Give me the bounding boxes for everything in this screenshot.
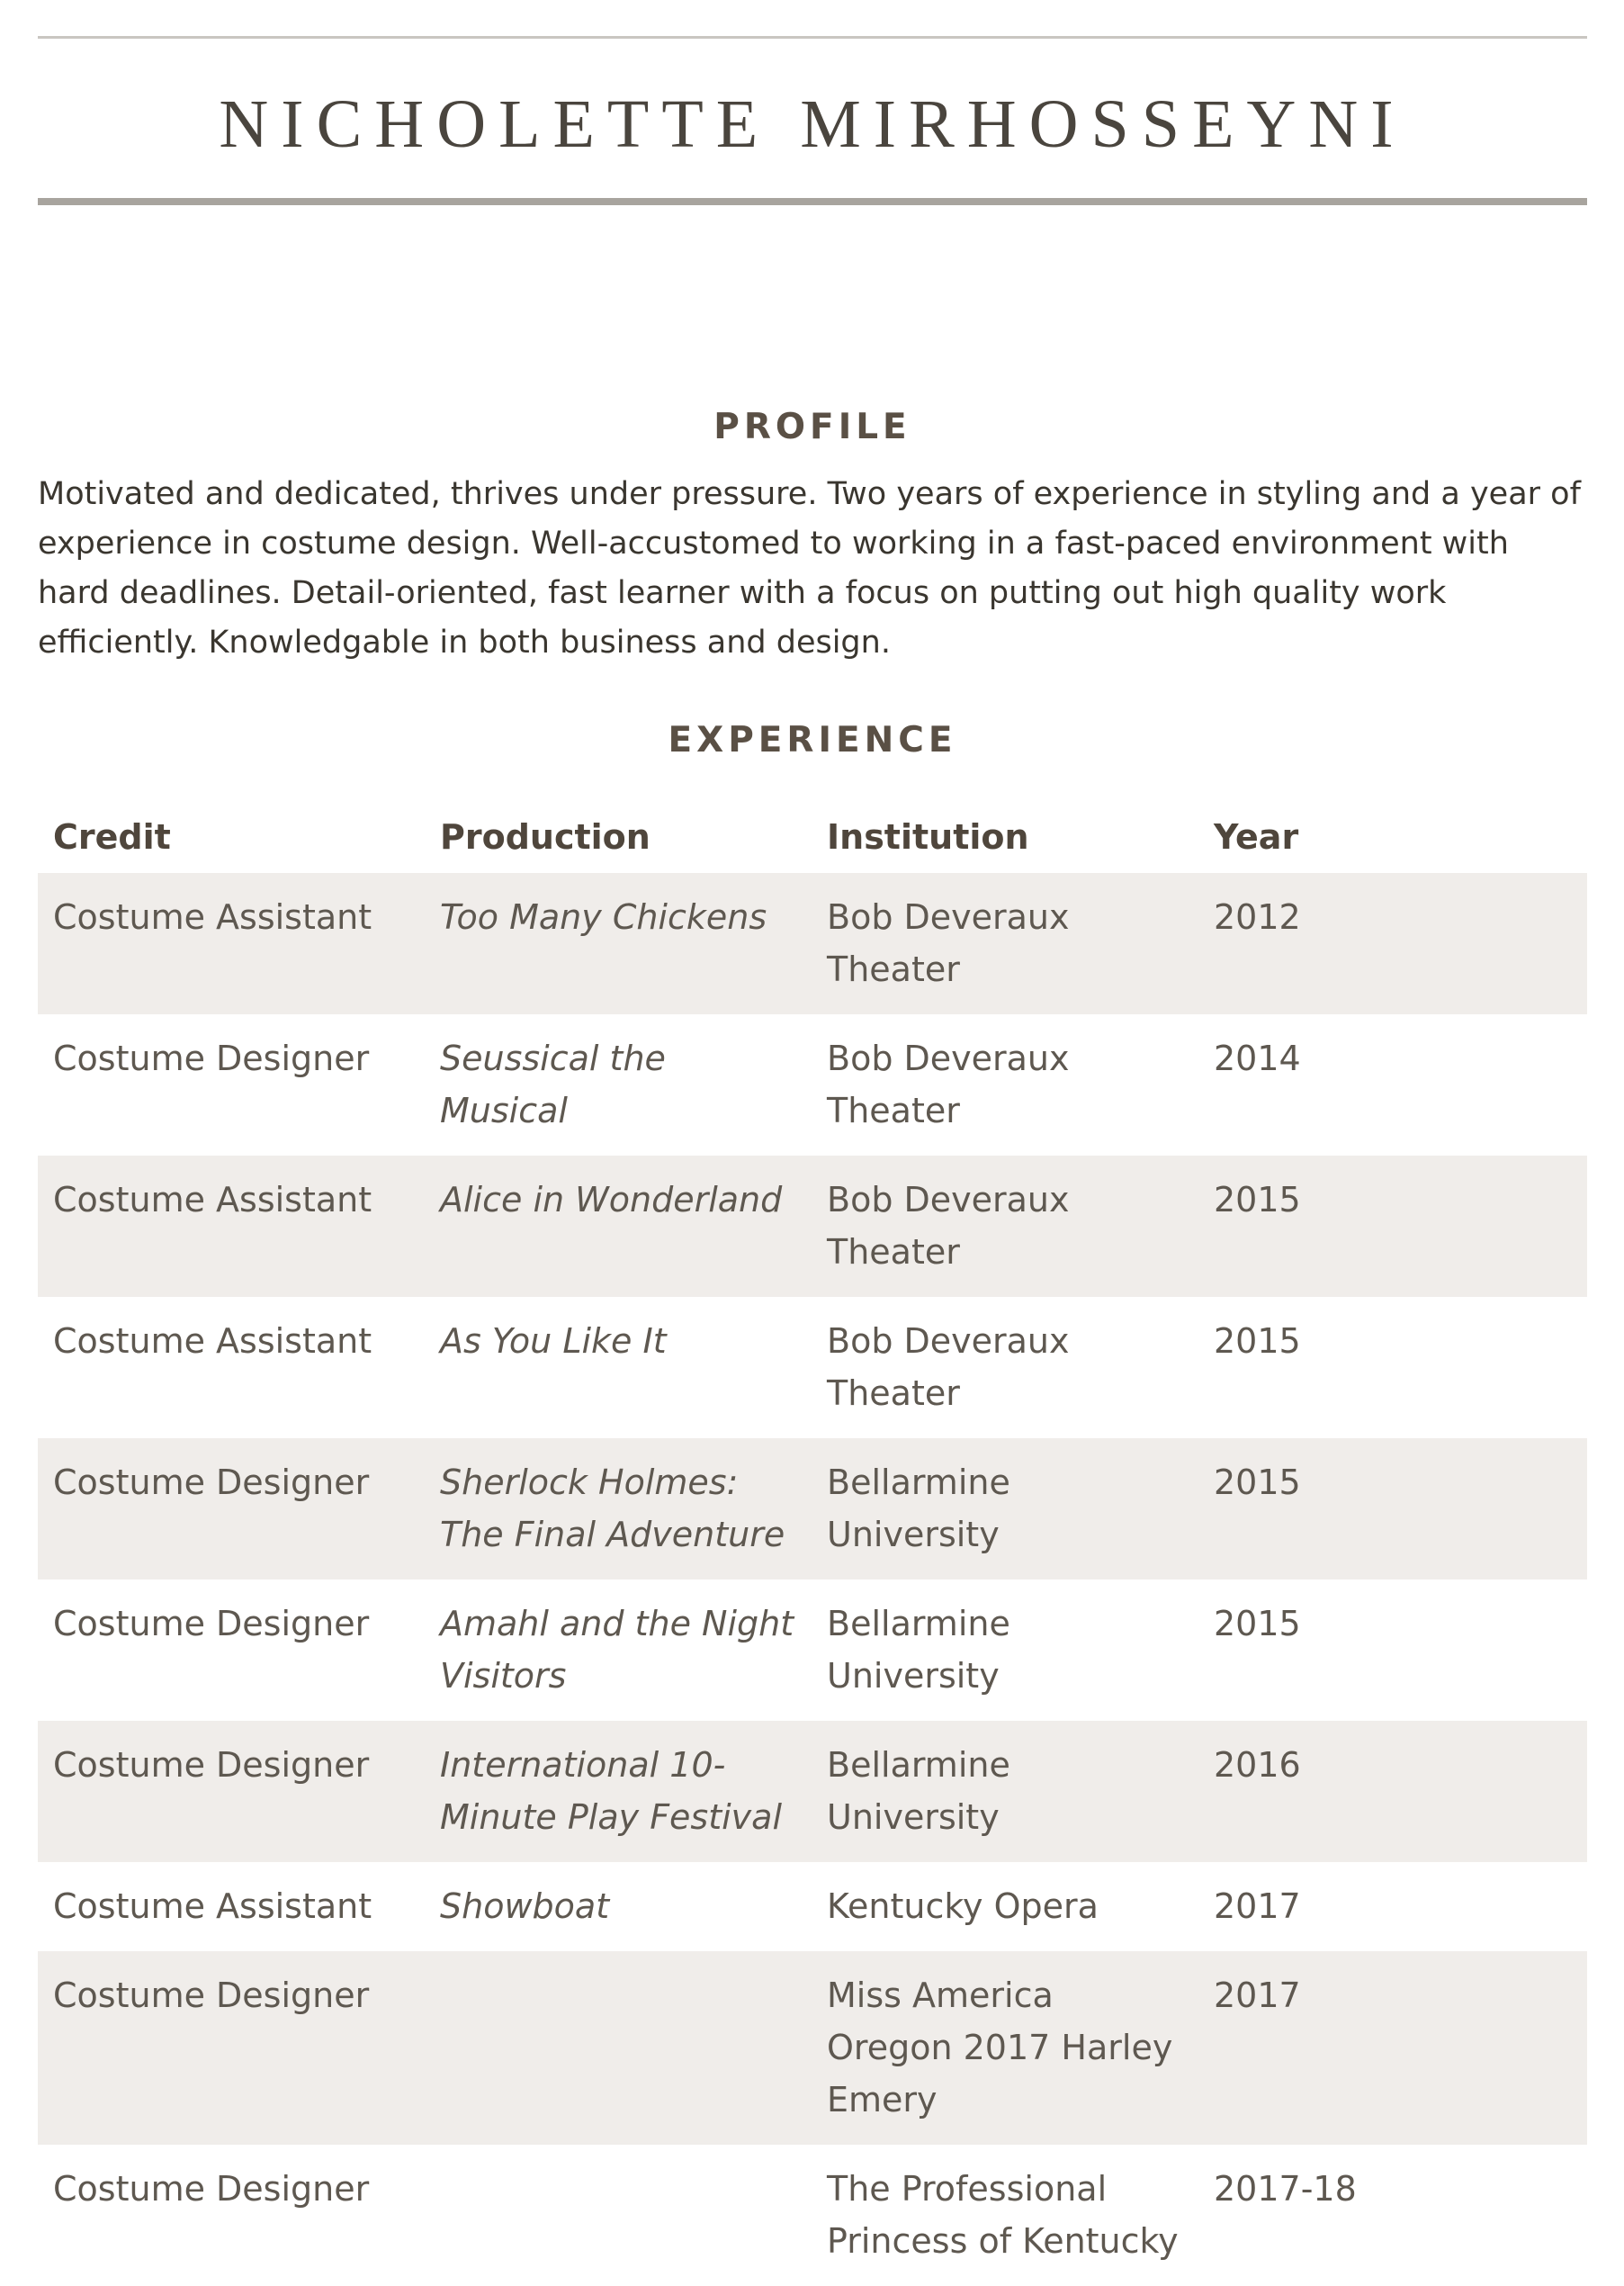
cell-institution: Miss America Oregon 2017 Harley Emery (812, 1951, 1198, 2145)
cell-production: Showboat (440, 1886, 610, 1926)
table-row (38, 1438, 1587, 1580)
cell-credit: Costume Designer (53, 2169, 370, 2209)
table-row (38, 1297, 1587, 1438)
cell-year: 2015 (1214, 1321, 1301, 1361)
cell-year: 2016 (1198, 1721, 1587, 1862)
cell-year: 2017-18 (1214, 2169, 1357, 2209)
cell-credit: Costume Designer (53, 1039, 370, 1078)
cell-institution: Bob Deveraux Theater (827, 1039, 1070, 1130)
column-header-year: Year (1214, 817, 1299, 857)
cell-production: As You Like It (440, 1321, 667, 1361)
page-title: NICHOLETTE MIRHOSSEYNI (219, 86, 1406, 162)
cell-credit: Costume Designer (38, 1951, 425, 2145)
table-row (38, 1721, 1587, 1862)
table-row (38, 1862, 1587, 1951)
cell-institution: Bellarmine University (812, 1721, 1198, 1862)
header-divider (38, 198, 1587, 205)
table-row (38, 1951, 1587, 2145)
experience-heading: EXPERIENCE (668, 720, 957, 760)
cell-credit: Costume Assistant (38, 873, 425, 1014)
cell-credit: Costume Assistant (53, 1886, 372, 1926)
cell-year: 2015 (1198, 1438, 1587, 1580)
cell-production: International 10-Minute Play Festival (425, 1721, 812, 1862)
cell-year: 2014 (1214, 1039, 1301, 1078)
column-header-institution: Institution (827, 817, 1029, 857)
cell-production: Sherlock Holmes: The Final Adventure (425, 1438, 812, 1580)
cell-year: 2015 (1214, 1604, 1301, 1643)
cell-institution: Kentucky Opera (827, 1886, 1099, 1926)
profile-text: Motivated and dedicated, thrives under pressure. Two years of experience in styling and a year of experience in costume design. Well-accustomed to working in a fast-paced environment with hard deadlines. Detail-oriented, fast learner with a focus on putting out high quality work efficiently. Knowledgable in both business and design. (38, 476, 1581, 661)
cell-year: 2017 (1214, 1886, 1301, 1926)
table-row (38, 1580, 1587, 1721)
cell-institution: Bob Deveraux Theater (812, 873, 1198, 1014)
table-row (38, 2145, 1587, 2286)
cell-production: Seussical the Musical (440, 1039, 666, 1130)
cell-institution: Bellarmine University (827, 1604, 1010, 1696)
cell-credit: Costume Assistant (38, 1156, 425, 1297)
table-row (38, 1156, 1587, 1297)
cell-credit: Costume Designer (38, 1721, 425, 1862)
cell-institution: Bob Deveraux Theater (812, 1156, 1198, 1297)
top-divider (38, 36, 1587, 39)
cell-credit: Costume Assistant (53, 1321, 372, 1361)
cell-production (425, 2145, 812, 2286)
profile-heading: PROFILE (713, 407, 911, 447)
cell-year: 2015 (1198, 1156, 1587, 1297)
cell-year: 2012 (1198, 873, 1587, 1014)
cell-production: Alice in Wonderland (425, 1156, 812, 1297)
column-header-credit: Credit (53, 817, 171, 857)
cell-institution: Bob Deveraux Theater (827, 1321, 1070, 1413)
cell-production: Amahl and the Night Visitors (440, 1604, 794, 1696)
table-header-row (38, 801, 1587, 873)
column-header-production: Production (440, 817, 650, 857)
table-row (38, 873, 1587, 1014)
cell-production: Too Many Chickens (425, 873, 812, 1014)
cell-institution: The Professional Princess of Kentucky (827, 2169, 1179, 2261)
cell-year: 2017 (1198, 1951, 1587, 2145)
cell-credit: Costume Designer (53, 1604, 370, 1643)
table-row (38, 1014, 1587, 1156)
cell-production (425, 1951, 812, 2145)
experience-table (38, 801, 1587, 2286)
cell-institution: Bellarmine University (812, 1438, 1198, 1580)
cell-credit: Costume Designer (38, 1438, 425, 1580)
